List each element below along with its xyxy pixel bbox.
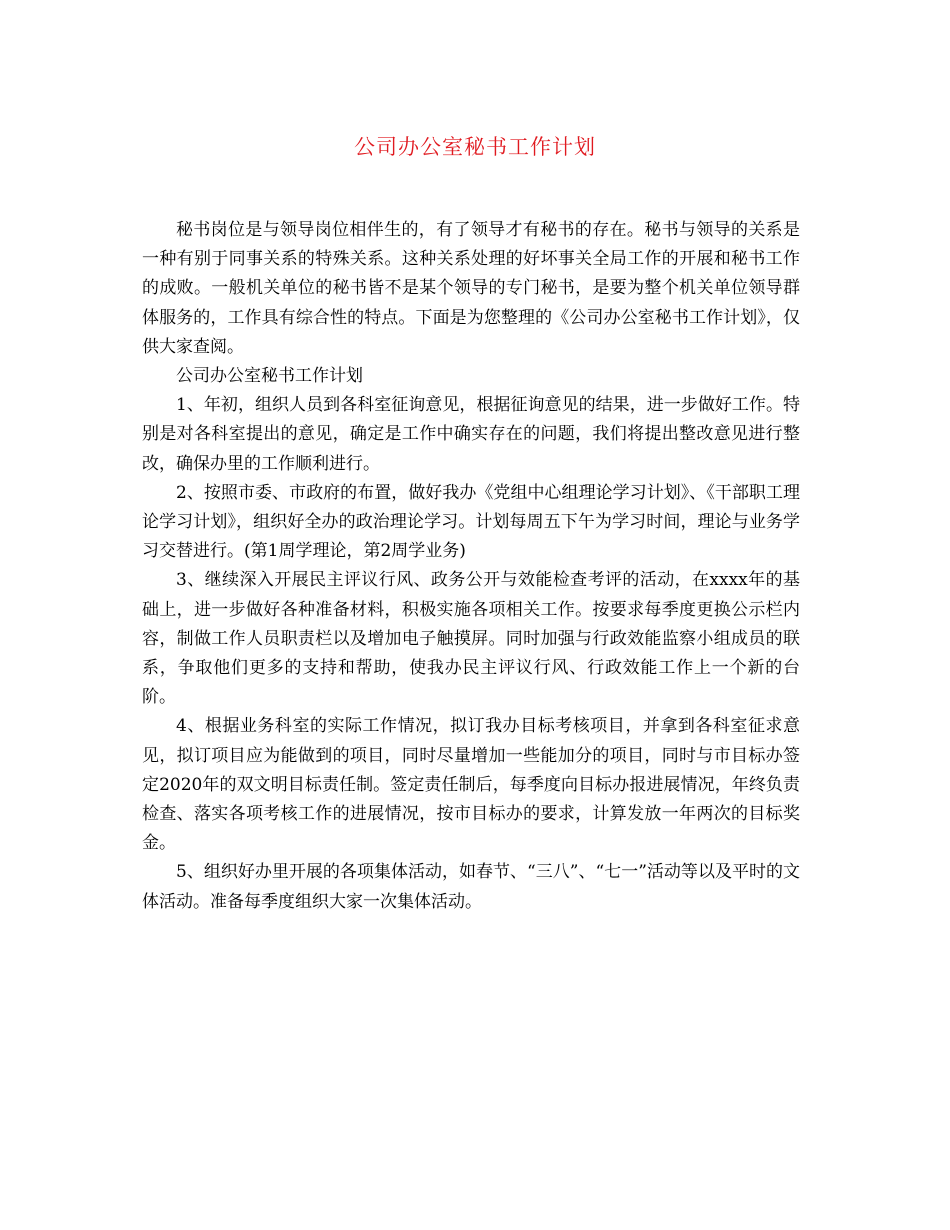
document-body xyxy=(142,216,800,917)
intro-paragraph: 秘书岗位是与领导岗位相伴生的，有了领导才有秘书的存在。秘书与领导的关系是一种有别于同事关系的特殊关系。这种关系处理的好坏事关全局工作的开展和秘书工作的成败。一般机关单位的秘书皆不是某个领导的专门秘书，是要为整个机关单位领导群体服务的，工作具有综合性的特点。下面是为您整理的《公司办公室秘书工作计划》，仅供大家查阅。 xyxy=(142,220,800,357)
plan-item-3: 3、继续深入开展民主评议行风、政务公开与效能检查考评的活动，在xxxx年的基础上，进一步做好各种准备材料，积极实施各项相关工作。按要求每季度更换公示栏内容，制做工作人员职责栏以及增加电子触摸屏。同时加强与行政效能监察小组成员的联系，争取他们更多的支持和帮助，使我办民主评议行风、行政效能工作上一个新的台阶。 xyxy=(142,570,800,708)
plan-item-1: 1、年初，组织人员到各科室征询意见，根据征询意见的结果，进一步做好工作。特别是对各科室提出的意见，确定是工作中确实存在的问题，我们将提出整改意见进行整改，确保办里的工作顺利进行。 xyxy=(142,395,800,474)
plan-item-2: 2、按照市委、市政府的布置，做好我办《党组中心组理论学习计划》、《干部职工理论学习计划》，组织好全办的政治理论学习。计划每周五下午为学习时间，理论与业务学习交替进行。(第1周学理论，第2周学业务) xyxy=(142,482,800,562)
plan-item-4: 4、根据业务科室的实际工作情况，拟订我办目标考核项目，并拿到各科室征求意见，拟订项目应为能做到的项目，同时尽量增加一些能加分的项目，同时与市目标办签定2020年的双文明目标责任制。签定责任制后，每季度向目标办报进展情况，年终负责检查、落实各项考核工作的进展情况，按市目标办的要求，计算发放一年两次的目标奖金。 xyxy=(142,716,800,854)
document-title: 公司办公室秘书工作计划 xyxy=(354,135,596,159)
plan-item-5: 5、组织好办里开展的各项集体活动，如春节、“三八”、“七一”活动等以及平时的文体活动。准备每季度组织大家一次集体活动。 xyxy=(142,862,800,912)
section-heading: 公司办公室秘书工作计划 xyxy=(176,366,363,387)
